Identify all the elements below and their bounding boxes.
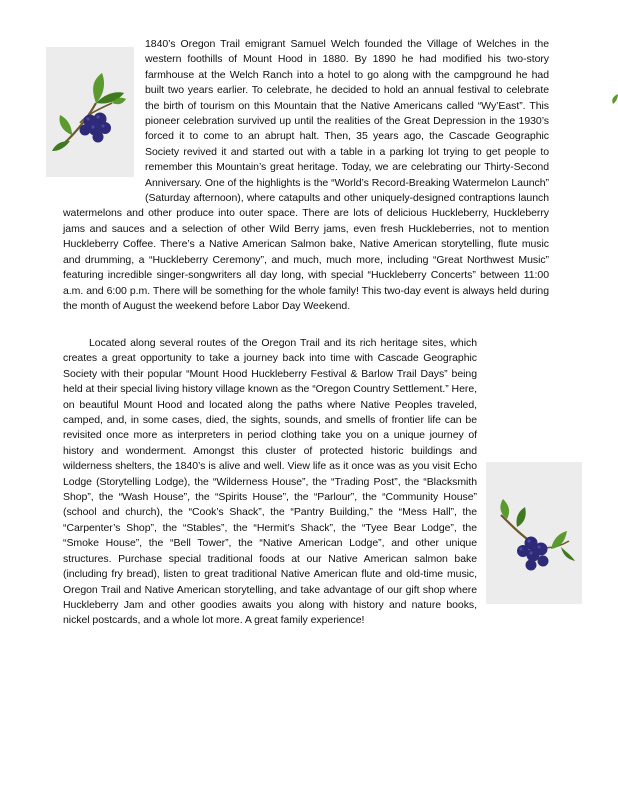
paragraph-history-text: 1840’s Oregon Trail emigrant Samuel Welch founded the Village of Welches in the western foothills of Mount Hood in 1880. By 1890 he had modified his two-story farmhouse at the Welch Ranch into a hotel to go along with the campground he had built two years earlier. To celebrate, he decided to hold an annual festival to celebrate the birth of tourism on this Mountain that the Native Americans called “Wy’East”. This pioneer celebration survived up until the realities of the Great Depression in the 1930’s forced it to come to an abrupt halt. Then, 35 years ago, the Cascade Geographic Society revived it and started out with a table in a parking lot trying to get people to remember this Mountain’s great heritage. Today, we are celebrating our Thirty-Second Anniversary. One of the highlights is the “World’s Record-Breaking Watermelon Launch” (Saturday afternoon), where catapults and other uniquely-designed contraptions launch watermelons and other produce into outer space. There are lots of delicious Huckleberry, Huckleberry jams and sauces and a selection of other Wild Berry jams, even fresh Huckleberries, not to mention Huckleberry Coffee. There’s a Native American Salmon bake, Native American storytelling, flute music and drumming, a “Huckleberry Ceremony”, and much, much more, including “Great Northwest Music” featuring incredible singer-songwriters all day long, with special “Huckleberry Concerts” between 11:00 a.m. and 6:00 p.m. There will be something for the whole family! This two-day event is always held during the month of August the weekend before Labor Day Weekend. — [63, 38, 549, 312]
paragraph-history — [63, 37, 549, 314]
leaf-fragment-icon — [611, 94, 618, 104]
paragraph-settlement-text: Located along several routes of the Oregon Trail and its rich heritage sites, which creates a great opportunity to take a journey back into time with Cascade Geographic Society with their popular “Mount Hood Huckleberry Festival & Barlow Trail Days” being held at their special living history village known as the “Oregon Country Settlement.” Here, on beautiful Mount Hood and located along the paths where Native Peoples traveled, camped, and, in some cases, died, the sights, sounds, and smells of frontier life can be revisited once more as interpreters in period clothing take you on a unique journey of history and wonderment. Amongst this cluster of protected historic buildings and wilderness shelters, the 1840’s is alive and well. View life as it once was as you visit Echo Lodge (Storytelling Lodge), the “Wilderness House”, the “Trading Post”, the “Blacksmith Shop”, the “Wash House”, the “Spirits House”, the “Parlour”, the “Community House” (school and church), the “Cook’s Shack”, the “Pantry Building,” the “Mess Hall”, the “Carpenter’s Shop”, the “Stables”, the “Hermit’s Shack”, the “Tyee Bear Lodge”, the “Smoke House”, the “Bell Tower”, the “Native American Lodge”, and other unique structures. Purchase special traditional foods at our Native American salmon bake (including fry bread), listen to great traditional Native American flute and old-time music, Oregon Trail and Native American storytelling, and take advantage of our gift shop where Huckleberry Jam and other goodies awaits you along with history and nature books, nickel postcards, and a whole lot more. A great family experience! — [63, 337, 477, 627]
paragraph-settlement — [63, 336, 549, 629]
